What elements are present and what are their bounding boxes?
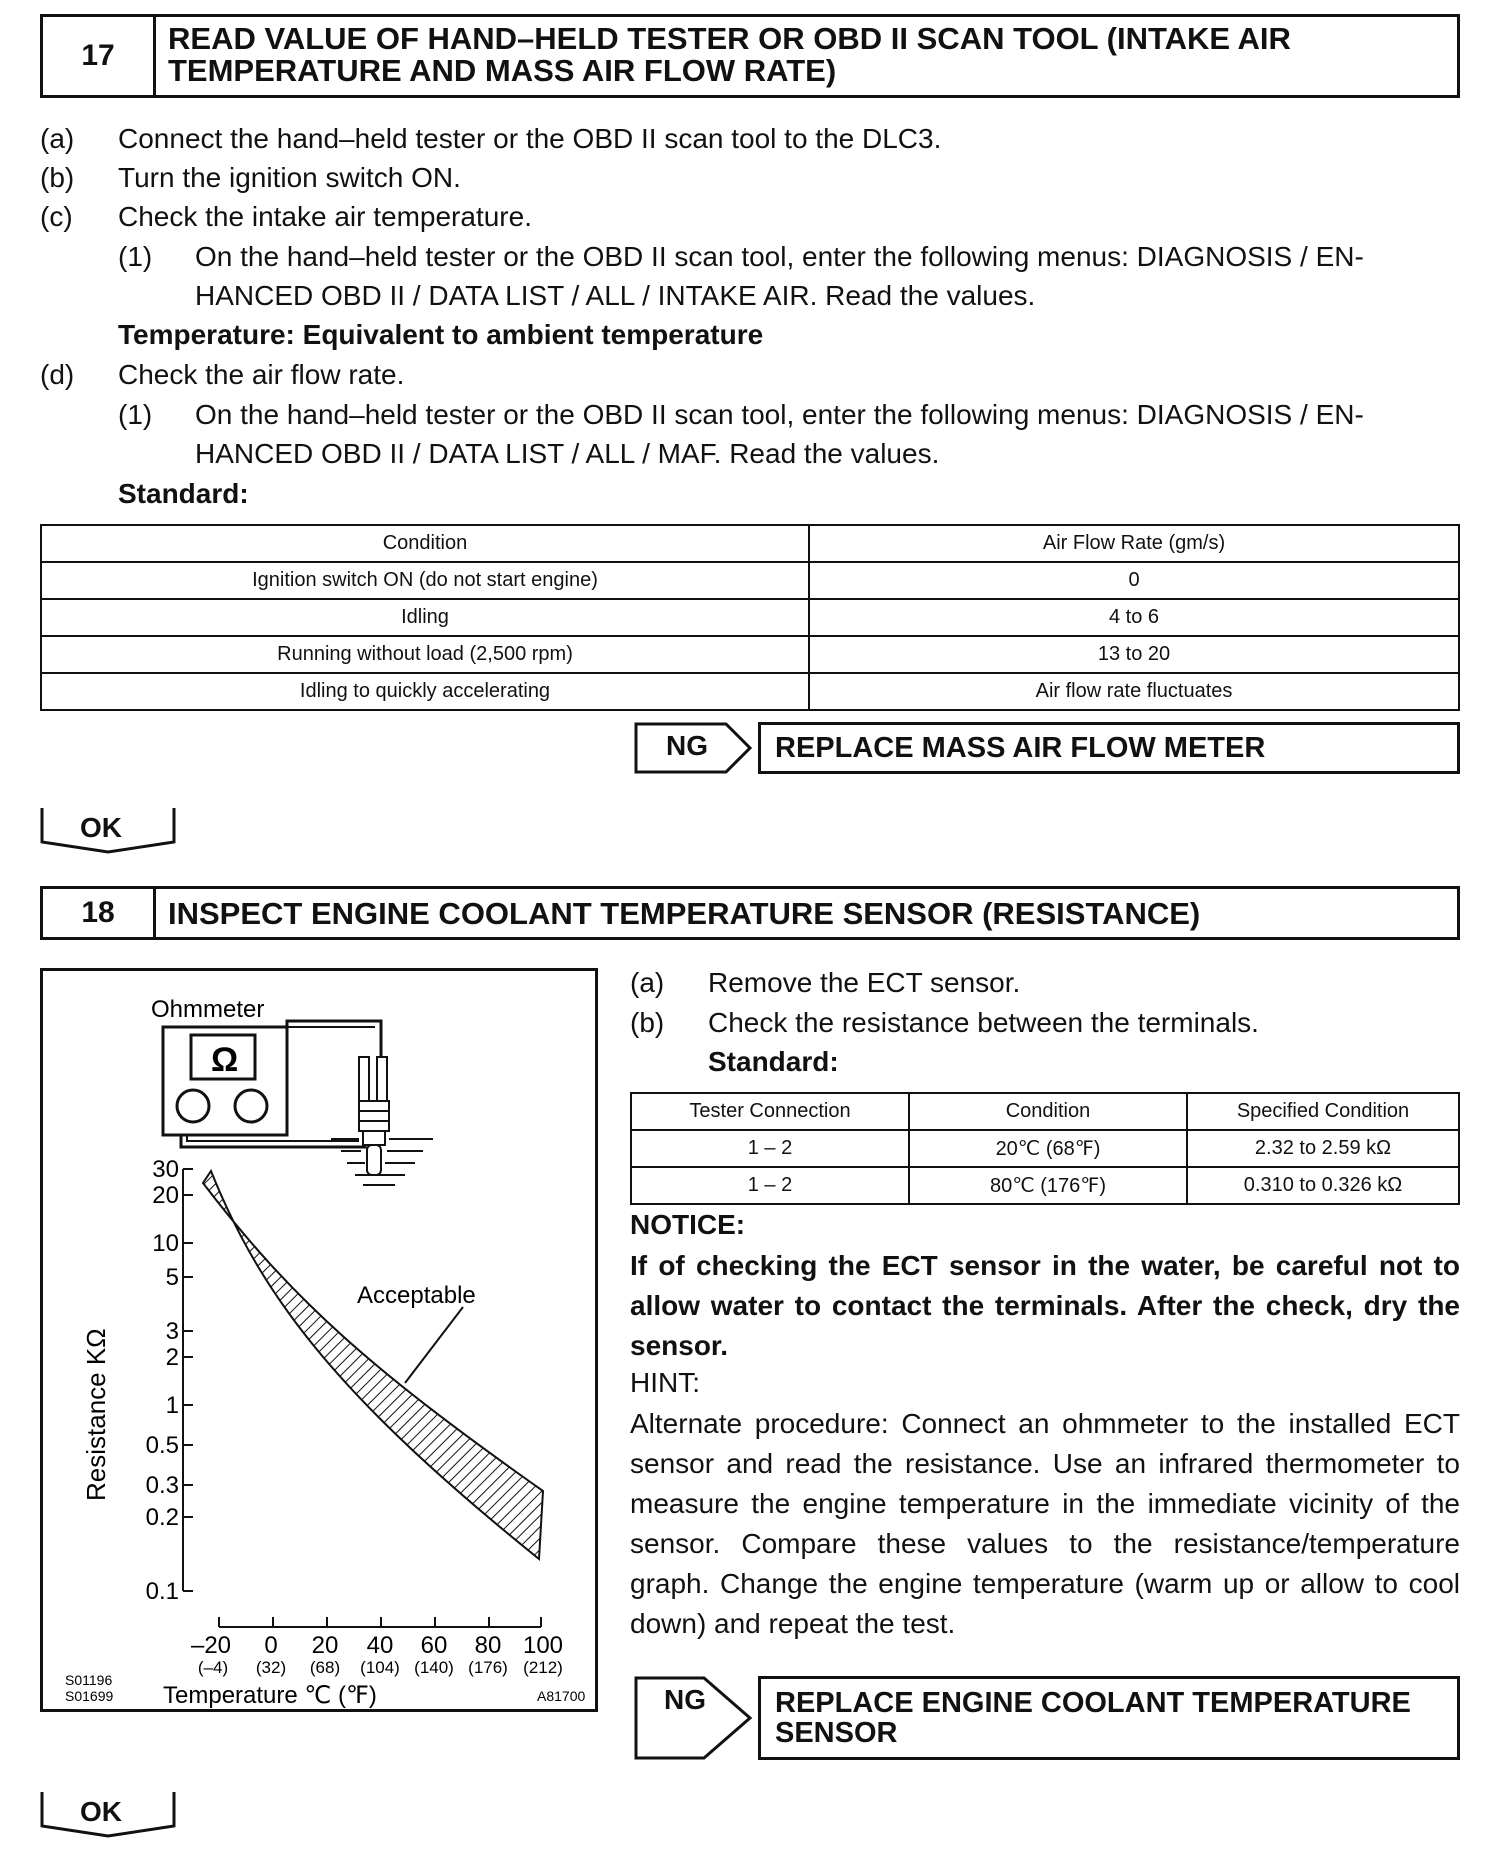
- table-cell: 4 to 6: [809, 599, 1459, 636]
- ect-resistance-figure: [40, 968, 598, 1712]
- ng-label: NG: [666, 730, 708, 761]
- hint-label: HINT:: [630, 1367, 700, 1398]
- item-label: (a): [630, 967, 665, 998]
- step-18-header: [40, 886, 1460, 940]
- standard-label: Standard:: [708, 1046, 839, 1077]
- x-tick-label: 60: [420, 1632, 448, 1659]
- notice-label: NOTICE:: [630, 1209, 746, 1240]
- table-row: [41, 562, 1459, 599]
- item-label: (b): [40, 162, 75, 193]
- ng-action-box: REPLACE MASS AIR FLOW METER: [758, 722, 1460, 774]
- y-tick-label: 0.5: [145, 1432, 179, 1459]
- ok-flow-box: [40, 1790, 176, 1838]
- table-cell: 13 to 20: [809, 636, 1459, 673]
- item-text: Turn the ignition switch ON.: [118, 162, 461, 193]
- table-cell: 0: [809, 562, 1459, 599]
- spec-text: Temperature: Equivalent to ambient temperature: [118, 319, 764, 350]
- table-cell: 20℃ (68℉): [909, 1130, 1187, 1167]
- table-header-row: [41, 525, 1459, 562]
- x-tick-sublabel: (104): [360, 1658, 400, 1677]
- x-tick-label: 100: [522, 1632, 564, 1659]
- table-row: [631, 1130, 1459, 1167]
- table-cell: Air flow rate fluctuates: [809, 673, 1459, 710]
- item-text: Check the resistance between the terminals.: [708, 1007, 1259, 1038]
- ng-action-box: [758, 1676, 1460, 1760]
- table-row: [41, 673, 1459, 710]
- ohm-symbol: Ω: [211, 1041, 239, 1079]
- ng-arrow: [634, 1676, 754, 1760]
- step-number: 17: [43, 17, 156, 95]
- table-row: [631, 1167, 1459, 1204]
- item-label: (b): [630, 1007, 665, 1038]
- table-cell: 2.32 to 2.59 kΩ: [1187, 1130, 1459, 1167]
- item-text: Check the intake air temperature.: [118, 201, 532, 232]
- x-tick-sublabel: (32): [255, 1658, 287, 1677]
- y-tick-label: 3: [165, 1318, 179, 1345]
- x-tick-sublabel: (176): [468, 1658, 508, 1677]
- subitem-label: (1): [118, 241, 153, 272]
- notice-text: If of checking the ECT sensor in the water, be careful not to allow water to contact the terminals. After the check, dry the sensor.: [630, 1250, 1460, 1361]
- ok-flow-box: [40, 806, 176, 854]
- x-tick-label: 80: [474, 1632, 502, 1659]
- y-tick-label: 10: [152, 1230, 179, 1257]
- table-cell: 1 – 2: [631, 1130, 909, 1167]
- item-label: (c): [40, 201, 73, 232]
- ng-action-line: REPLACE ENGINE COOLANT TEMPERATURE: [775, 1687, 1411, 1719]
- ng-label: NG: [664, 1684, 706, 1715]
- table-cell: 80℃ (176℉): [909, 1167, 1187, 1204]
- ok-label: OK: [80, 1796, 122, 1827]
- ng-action-line: SENSOR: [775, 1717, 898, 1749]
- x-tick-label: 40: [366, 1632, 394, 1659]
- table-cell: Idling to quickly accelerating: [41, 673, 809, 710]
- y-tick-label: 0.2: [145, 1504, 179, 1531]
- subitem-text: On the hand–held tester or the OBD II scan tool, enter the following menus: DIAGNOSIS / EN-: [195, 399, 1364, 430]
- y-tick-label: 5: [165, 1264, 179, 1291]
- figure-code: S01699: [65, 1688, 114, 1704]
- table-cell: 0.310 to 0.326 kΩ: [1187, 1167, 1459, 1204]
- x-tick-label: 20: [311, 1632, 339, 1659]
- ok-label: OK: [80, 812, 122, 843]
- item-text: Remove the ECT sensor.: [708, 967, 1021, 998]
- item-text: Connect the hand–held tester or the OBD II scan tool to the DLC3.: [118, 123, 942, 154]
- ohmmeter-label: Ohmmeter: [151, 996, 265, 1023]
- y-tick-label: 0.3: [145, 1472, 179, 1499]
- step-title: INSPECT ENGINE COOLANT TEMPERATURE SENSOR (RESISTANCE): [168, 896, 1201, 931]
- x-tick-sublabel: (–4): [197, 1658, 229, 1677]
- item-text: Check the air flow rate.: [118, 359, 405, 390]
- table-row: [41, 599, 1459, 636]
- table-header: Specified Condition: [1187, 1093, 1459, 1130]
- x-axis-label: Temperature ℃ (℉): [163, 1682, 377, 1709]
- figure-code: S01196: [65, 1672, 113, 1688]
- table-cell: 1 – 2: [631, 1167, 909, 1204]
- item-label: (d): [40, 359, 75, 390]
- x-tick-sublabel: (140): [414, 1658, 454, 1677]
- acceptable-label: Acceptable: [357, 1282, 476, 1309]
- ng-arrow: [634, 722, 754, 774]
- item-label: (a): [40, 123, 75, 154]
- y-axis-label: Resistance KΩ: [81, 1328, 111, 1501]
- subitem-label: (1): [118, 399, 153, 430]
- x-tick-sublabel: (212): [523, 1658, 563, 1677]
- y-tick-label: 2: [165, 1344, 179, 1371]
- table-header: Air Flow Rate (gm/s): [809, 525, 1459, 562]
- table-cell: Ignition switch ON (do not start engine): [41, 562, 809, 599]
- subitem-text: HANCED OBD II / DATA LIST / ALL / MAF. Read the values.: [195, 438, 940, 469]
- standard-label: Standard:: [118, 478, 249, 509]
- table-header: Tester Connection: [631, 1093, 909, 1130]
- x-tick-label: –20: [190, 1632, 232, 1659]
- ect-graph: [43, 971, 595, 1709]
- subitem-text: HANCED OBD II / DATA LIST / ALL / INTAKE AIR. Read the values.: [195, 280, 1036, 311]
- figure-code: A81700: [537, 1688, 586, 1704]
- table-cell: Running without load (2,500 rpm): [41, 636, 809, 673]
- step-title: READ VALUE OF HAND–HELD TESTER OR OBD II SCAN TOOL (INTAKE AIR TEMPERATURE AND MASS AIR FLOW RATE): [168, 21, 1291, 88]
- step-number: 18: [43, 889, 156, 937]
- ect-resistance-table: [630, 1092, 1460, 1205]
- y-tick-label: 20: [152, 1182, 179, 1209]
- table-cell: Idling: [41, 599, 809, 636]
- air-flow-table: [40, 524, 1460, 711]
- hint-text: Alternate procedure: Connect an ohmmeter to the installed ECT sensor and read the resistance. Use an infrared thermometer to measure the engine temperature in the immediate vicinity of the sensor. Compare these values to the resistance/temperature graph. Change the engine temperature (warm up or allow to cool down) and repeat the test.: [630, 1408, 1460, 1639]
- subitem-text: On the hand–held tester or the OBD II scan tool, enter the following menus: DIAGNOSIS / EN-: [195, 241, 1364, 272]
- table-header: Condition: [909, 1093, 1187, 1130]
- x-tick-label: 0: [264, 1632, 278, 1659]
- table-header-row: [631, 1093, 1459, 1130]
- step-17-header: [40, 14, 1460, 98]
- x-tick-sublabel: (68): [309, 1658, 341, 1677]
- table-row: [41, 636, 1459, 673]
- y-tick-label: 0.1: [145, 1578, 179, 1605]
- y-tick-label: 1: [165, 1392, 179, 1419]
- y-tick-label: 30: [152, 1156, 179, 1183]
- table-header: Condition: [41, 525, 809, 562]
